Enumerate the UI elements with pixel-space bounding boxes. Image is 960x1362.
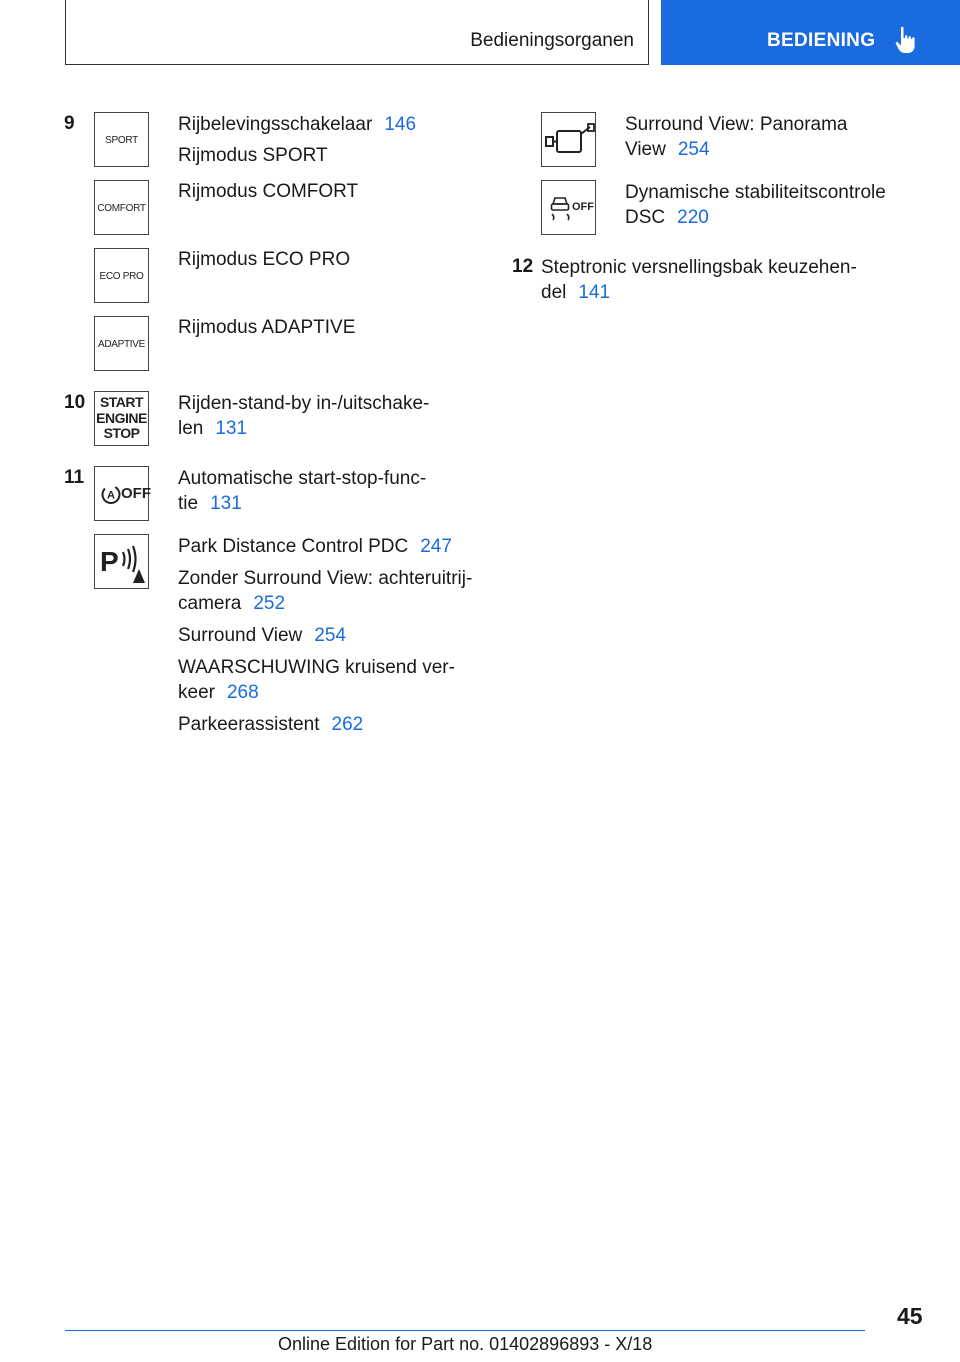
footer-edition-text: Online Edition for Part no. 01402896893 - X/18 — [278, 1334, 653, 1354]
panorama-view-icon — [541, 112, 596, 167]
start-engine-stop-text-3: STOP — [103, 425, 140, 441]
item-11-line-3 — [178, 534, 452, 559]
item-11-text-6: Surround View — [178, 625, 303, 646]
eco-pro-mode-icon-label: ECO PRO — [99, 271, 144, 282]
page-ref-252[interactable]: 252 — [253, 593, 286, 614]
item-10-line-2 — [178, 416, 247, 441]
svg-text:P: P — [100, 546, 119, 577]
item-11-text-2: tie — [178, 493, 199, 514]
item-11-text-3: Park Distance Control PDC — [178, 536, 409, 557]
sport-mode-icon-label: SPORT — [105, 135, 138, 146]
svg-text:A: A — [107, 489, 115, 502]
item-11-line-1: Automatische start-stop-func- — [178, 468, 427, 489]
page-ref-146[interactable]: 146 — [384, 114, 417, 135]
start-engine-stop-text-2: ENGINE — [96, 409, 147, 426]
dsc-off-text: OFF — [572, 201, 594, 213]
sport-mode-icon — [94, 112, 149, 167]
page-ref-131[interactable]: 131 — [210, 493, 242, 514]
item-number-9: 9 — [64, 113, 75, 134]
header-section-title: Bedieningsorganen — [470, 30, 634, 51]
page-ref-254[interactable]: 254 — [677, 139, 710, 160]
right-line-2 — [625, 137, 710, 162]
item-9-line-5: Rijmodus ADAPTIVE — [178, 317, 356, 338]
page-ref-254[interactable]: 254 — [314, 625, 346, 646]
item-9-line-3: Rijmodus COMFORT — [178, 181, 359, 202]
item-11-line-4: Zonder Surround View: achteruitrij- — [178, 568, 473, 589]
item-12-line-1: Steptronic versnellingsbak keuzehen- — [541, 257, 857, 278]
item-11-line-8 — [178, 680, 259, 705]
adaptive-mode-icon — [94, 316, 149, 371]
right-line-1: Surround View: Panorama — [625, 114, 848, 135]
dsc-off-icon — [541, 180, 596, 235]
item-number-10: 10 — [64, 392, 86, 413]
page-ref-262[interactable]: 262 — [331, 714, 364, 735]
item-10-text-2: len — [178, 418, 204, 439]
item-12-line-2 — [541, 280, 610, 305]
comfort-mode-icon-label: COMFORT — [97, 203, 146, 214]
comfort-mode-icon — [94, 180, 149, 235]
eco-pro-mode-icon — [94, 248, 149, 303]
right-text-2: View — [625, 139, 666, 160]
item-12-text-2: del — [541, 282, 567, 303]
item-11-line-9 — [178, 712, 363, 737]
item-9-line-2: Rijmodus SPORT — [178, 145, 328, 166]
page-ref-141[interactable]: 141 — [578, 282, 611, 303]
page-number: 45 — [897, 1303, 923, 1329]
footer-rule — [65, 1330, 865, 1331]
item-number-11: 11 — [64, 467, 85, 488]
page-ref-247[interactable]: 247 — [420, 536, 452, 557]
header-section-tab — [65, 0, 649, 65]
auto-start-stop-off-icon — [94, 466, 149, 521]
right-line-3: Dynamische stabiliteitscontrole — [625, 182, 886, 203]
right-line-4 — [625, 205, 709, 230]
item-11-text-5: camera — [178, 593, 242, 614]
item-11-line-2 — [178, 491, 242, 516]
item-9-line-1 — [178, 112, 416, 137]
right-text-4: DSC — [625, 207, 666, 228]
header-chapter-title: BEDIENING — [767, 30, 876, 51]
item-10-line-1: Rijden-stand-by in-/uitschake- — [178, 393, 430, 414]
item-11-text-9: Parkeerassistent — [178, 714, 320, 735]
auto-start-stop-off-text: OFF — [121, 485, 151, 502]
item-11-text-8: keer — [178, 682, 215, 703]
start-engine-stop-text-1: START — [99, 394, 144, 410]
item-11-line-5 — [178, 591, 285, 616]
start-engine-stop-icon — [94, 391, 149, 446]
item-11-line-6 — [178, 623, 346, 648]
park-distance-control-icon — [94, 534, 149, 589]
pointing-hand-icon — [895, 26, 919, 54]
item-9-text-1: Rijbelevingsschakelaar — [178, 114, 373, 135]
item-11-line-7: WAARSCHUWING kruisend ver- — [178, 657, 455, 678]
page-ref-220[interactable]: 220 — [677, 207, 709, 228]
item-number-12: 12 — [512, 256, 534, 277]
page-ref-131[interactable]: 131 — [215, 418, 248, 439]
adaptive-mode-icon-label: ADAPTIVE — [97, 339, 146, 350]
header-chapter-tab[interactable] — [661, 0, 960, 65]
item-9-line-4: Rijmodus ECO PRO — [178, 249, 351, 270]
page-ref-268[interactable]: 268 — [226, 682, 259, 703]
